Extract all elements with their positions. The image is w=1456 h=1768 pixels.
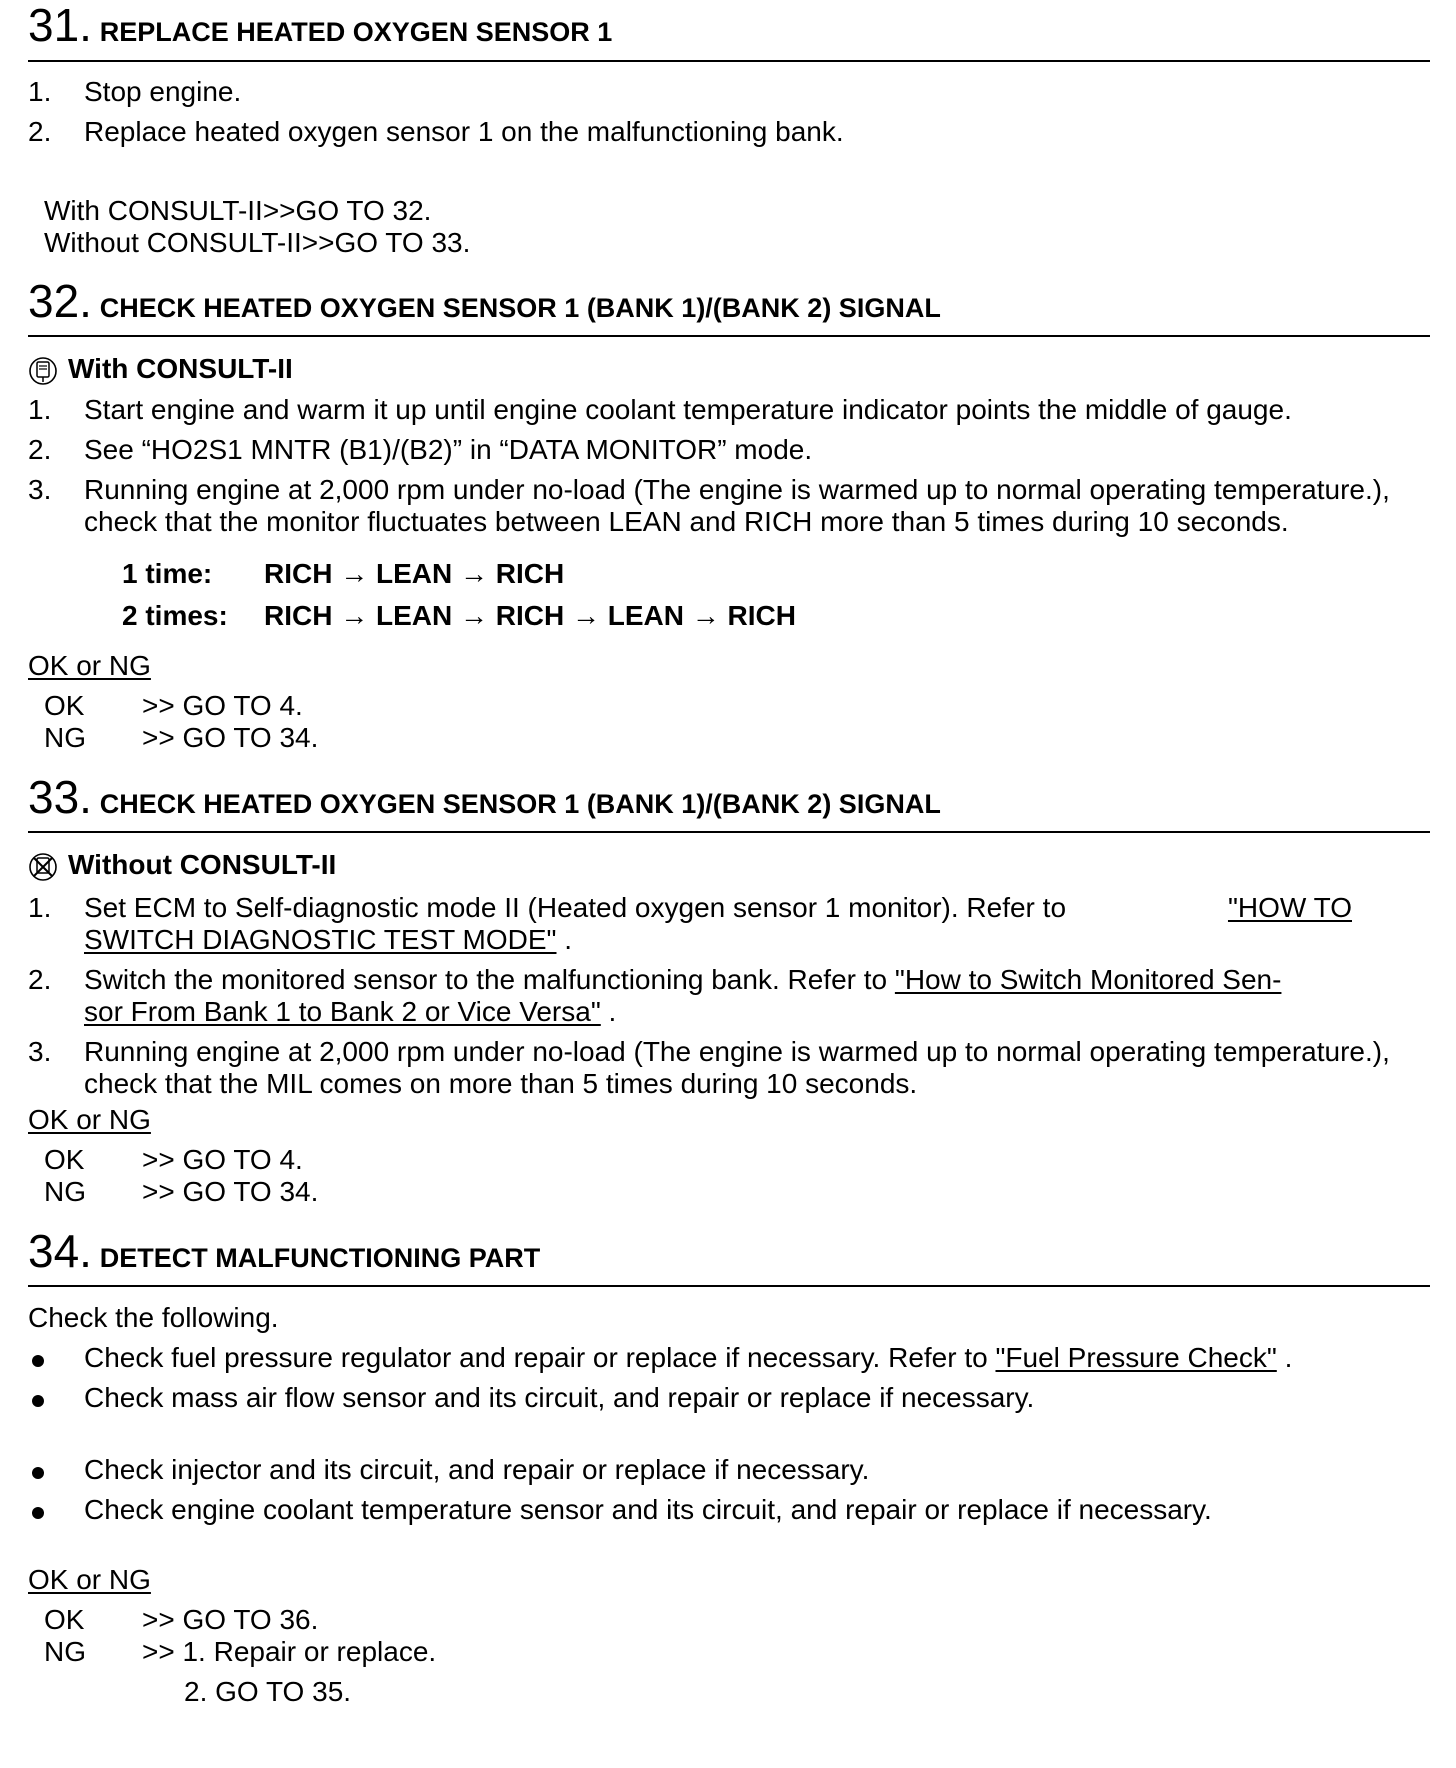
section-number: 33. bbox=[28, 771, 92, 823]
intro-text: Check the following. bbox=[28, 1302, 279, 1333]
cycle-label: 2 times: bbox=[122, 600, 228, 631]
step-text: Replace heated oxygen sensor 1 on the malfunctioning bank. bbox=[84, 116, 844, 147]
bullet-icon bbox=[32, 1507, 44, 1519]
ng-result: >> GO TO 34. bbox=[142, 722, 319, 753]
step-text-continued bbox=[84, 924, 572, 956]
step-number: 1. bbox=[28, 394, 52, 425]
ng-result: >> GO TO 34. bbox=[142, 1176, 319, 1207]
ng-label: NG bbox=[44, 1176, 86, 1207]
cycle-sequence: RICH → LEAN → RICH bbox=[264, 558, 565, 589]
step-number: 3. bbox=[28, 474, 52, 505]
section-number: 34. bbox=[28, 1225, 92, 1277]
section-33-header bbox=[28, 770, 941, 824]
step-text bbox=[84, 892, 1352, 924]
how-to-switch-diagnostic-test-mode-link[interactable]: "HOW TO bbox=[1227, 892, 1352, 923]
step-number: 2. bbox=[28, 964, 52, 995]
goto-without-consult: Without CONSULT-II>>GO TO 33. bbox=[44, 227, 471, 258]
no-consult-icon bbox=[28, 852, 58, 882]
ng-label: NG bbox=[44, 1636, 86, 1667]
section-number: 32. bbox=[28, 275, 92, 327]
step-number: 2. bbox=[28, 434, 52, 465]
ok-or-ng-label: OK or NG bbox=[28, 650, 151, 681]
section-divider bbox=[28, 335, 1430, 337]
section-title: DETECT MALFUNCTIONING PART bbox=[99, 1243, 541, 1273]
how-to-switch-monitored-sensor-link[interactable]: "How to Switch Monitored Sen- bbox=[894, 964, 1282, 995]
ok-result: >> GO TO 4. bbox=[142, 690, 303, 721]
bullet-text: Check mass air flow sensor and its circuit, and repair or replace if necessary. bbox=[84, 1382, 1035, 1413]
ok-label: OK bbox=[44, 690, 85, 721]
step-text-continued: check that the monitor fluctuates between LEAN and RICH more than 5 times during 10 seconds. bbox=[84, 506, 1289, 537]
section-32-header bbox=[28, 274, 941, 328]
ng-result: >> 1. Repair or replace. bbox=[142, 1636, 437, 1667]
bullet-item bbox=[28, 1382, 1430, 1416]
bullet-icon bbox=[32, 1395, 44, 1407]
bullet-text: Check injector and its circuit, and repair or replace if necessary. bbox=[84, 1454, 870, 1485]
consult-icon bbox=[28, 356, 58, 386]
bullet-item bbox=[28, 1494, 1430, 1528]
step-text bbox=[84, 964, 1281, 996]
ok-label: OK bbox=[44, 1144, 85, 1175]
ok-or-ng-label: OK or NG bbox=[28, 1564, 151, 1595]
cycle-label: 1 time: bbox=[122, 558, 213, 589]
bullet-text bbox=[84, 1342, 1292, 1374]
bullet-icon bbox=[32, 1467, 44, 1479]
mode-label: With CONSULT-II bbox=[68, 353, 293, 384]
step-number: 2. bbox=[28, 116, 52, 147]
consult-mode-label bbox=[28, 353, 628, 389]
ok-label: OK bbox=[44, 1604, 85, 1635]
section-title: CHECK HEATED OXYGEN SENSOR 1 (BANK 1)/(BANK 2) SIGNAL bbox=[99, 789, 941, 819]
no-consult-mode-label bbox=[28, 849, 628, 885]
step-text: Running engine at 2,000 rpm under no-load (The engine is warmed up to normal operating temperature.), bbox=[84, 1036, 1390, 1067]
step-text: Start engine and warm it up until engine coolant temperature indicator points the middle of gauge. bbox=[84, 394, 1292, 425]
step-number: 3. bbox=[28, 1036, 52, 1067]
section-divider bbox=[28, 831, 1430, 833]
ok-result: >> GO TO 36. bbox=[142, 1604, 319, 1635]
step-text: Stop engine. bbox=[84, 76, 242, 107]
section-divider bbox=[28, 1285, 1430, 1287]
goto-with-consult: With CONSULT-II>>GO TO 32. bbox=[44, 195, 432, 226]
step-number: 1. bbox=[28, 892, 52, 923]
bullet-icon bbox=[32, 1355, 44, 1367]
section-31-header bbox=[28, 0, 612, 52]
step-text-end: . bbox=[600, 996, 617, 1027]
step-number: 1. bbox=[28, 76, 52, 107]
step-text: See “HO2S1 MNTR (B1)/(B2)” in “DATA MONITOR” mode. bbox=[84, 434, 813, 465]
mode-label: Without CONSULT-II bbox=[68, 849, 337, 880]
step-text-part: Switch the monitored sensor to the malfunctioning bank. Refer to bbox=[84, 964, 895, 995]
step-text-end: . bbox=[556, 924, 573, 955]
section-title: CHECK HEATED OXYGEN SENSOR 1 (BANK 1)/(BANK 2) SIGNAL bbox=[99, 293, 941, 323]
bullet-text-end: . bbox=[1276, 1342, 1293, 1373]
section-34-header bbox=[28, 1224, 540, 1278]
bullet-item bbox=[28, 1454, 1430, 1488]
section-divider bbox=[28, 60, 1430, 62]
how-to-switch-monitored-sensor-link-cont[interactable]: sor From Bank 1 to Bank 2 or Vice Versa" bbox=[84, 996, 601, 1027]
ng-result-step2: 2. GO TO 35. bbox=[184, 1676, 352, 1707]
bullet-text: Check engine coolant temperature sensor and its circuit, and repair or replace if necessary. bbox=[84, 1494, 1212, 1525]
bullet-text-part: Check fuel pressure regulator and repair or replace if necessary. Refer to bbox=[84, 1342, 996, 1373]
section-number: 31. bbox=[28, 0, 92, 51]
ok-or-ng-label: OK or NG bbox=[28, 1104, 151, 1135]
step-text-continued bbox=[84, 996, 616, 1028]
how-to-switch-diagnostic-test-mode-link-cont[interactable]: SWITCH DIAGNOSTIC TEST MODE" bbox=[84, 924, 557, 955]
section-title: REPLACE HEATED OXYGEN SENSOR 1 bbox=[99, 17, 613, 47]
step-text-continued: check that the MIL comes on more than 5 times during 10 seconds. bbox=[84, 1068, 918, 1099]
cycle-sequence: RICH → LEAN → RICH → LEAN → RICH bbox=[264, 600, 796, 631]
ng-label: NG bbox=[44, 722, 86, 753]
fuel-pressure-check-link[interactable]: "Fuel Pressure Check" bbox=[995, 1342, 1277, 1373]
step-text-part: Set ECM to Self-diagnostic mode II (Heated oxygen sensor 1 monitor). Refer to bbox=[84, 892, 1067, 923]
step-text: Running engine at 2,000 rpm under no-load (The engine is warmed up to normal operating temperature.), bbox=[84, 474, 1390, 505]
ok-result: >> GO TO 4. bbox=[142, 1144, 303, 1175]
bullet-item bbox=[28, 1342, 1430, 1376]
